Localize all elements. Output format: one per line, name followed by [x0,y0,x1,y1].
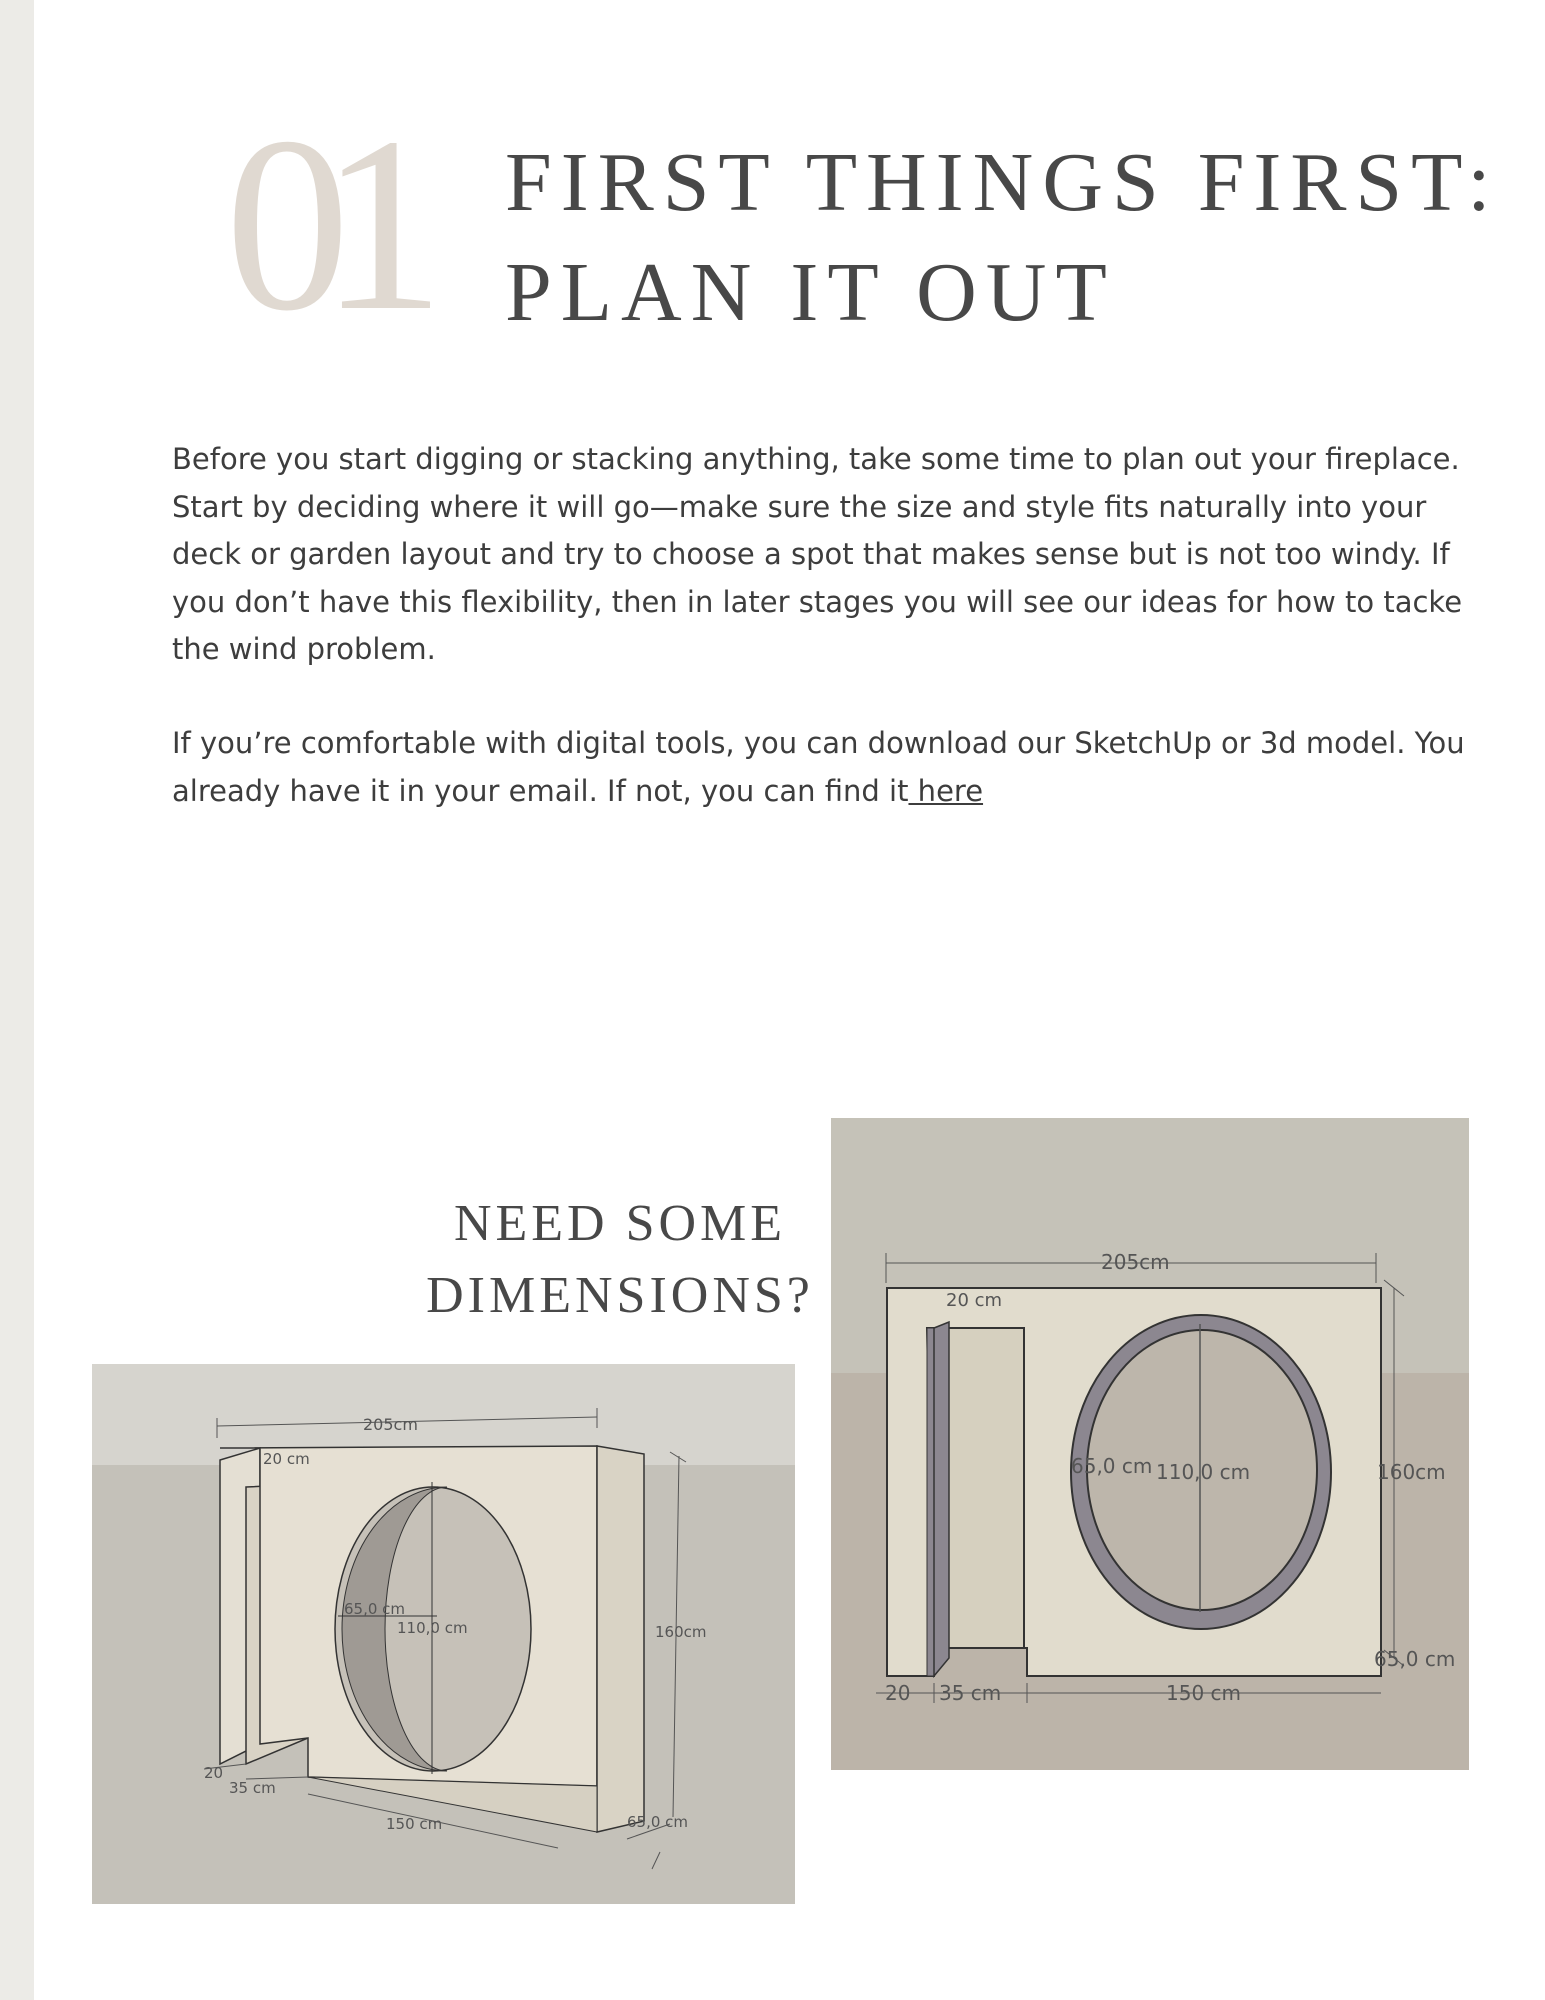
front-depth-label: 65,0 cm [1374,1647,1456,1671]
section-title-line1: FIRST THINGS FIRST: [505,136,1500,229]
dimensions-heading [390,1188,850,1332]
perspective-opening-diameter-label: 110,0 cm [397,1619,468,1637]
front-base-width-label: 150 cm [1166,1681,1242,1705]
perspective-side-bottom-label: 20 [204,1764,224,1782]
section-title-line2: PLAN IT OUT [505,246,1116,339]
front-width-label: 205cm [1101,1250,1170,1274]
perspective-base-width-label: 150 cm [386,1815,443,1833]
intro-paragraph: Before you start digging or stacking anything, take some time to plan out your fireplace. Start by deciding where it will go—make sure the size and style fits naturally into your deck or garden layout and try to choose a spot that makes sense but is not too windy. If you don’t have this flexibility, then in later stages you will see our ideas for how to tacke the wind problem. [172,442,1463,666]
section-number: 01 [225,86,415,363]
perspective-opening-depth-label: 65,0 cm [344,1600,406,1618]
front-opening-depth-label: 65,0 cm [1071,1454,1153,1478]
perspective-depth-label: 65,0 cm [627,1813,689,1831]
front-dimension-drawing [831,1118,1469,1770]
dimensions-heading-line2: DIMENSIONS? [426,1267,814,1324]
perspective-width-label: 205cm [363,1415,418,1434]
download-link[interactable]: here [908,773,984,808]
section-title [505,128,1500,348]
front-side-width-label: 35 cm [939,1681,1002,1705]
front-side-bottom-label: 20 [885,1681,911,1705]
front-wall-thickness-label: 20 cm [946,1290,1003,1311]
front-opening-diameter-label: 110,0 cm [1156,1460,1251,1484]
dimensions-heading-line1: NEED SOME [453,1195,787,1252]
perspective-side-width-label: 35 cm [229,1779,276,1797]
front-height-label: 160cm [1377,1460,1446,1484]
model-paragraph [172,720,1472,815]
model-paragraph-text: If you’re comfortable with digital tools, you can download our SketchUp or 3d model. You already have it in your email. If not, you can find it [172,726,1465,808]
side-strip [0,0,34,2000]
perspective-height-label: 160cm [655,1623,707,1641]
perspective-dimension-drawing [92,1364,795,1904]
perspective-wall-thickness-label: 20 cm [263,1450,310,1468]
